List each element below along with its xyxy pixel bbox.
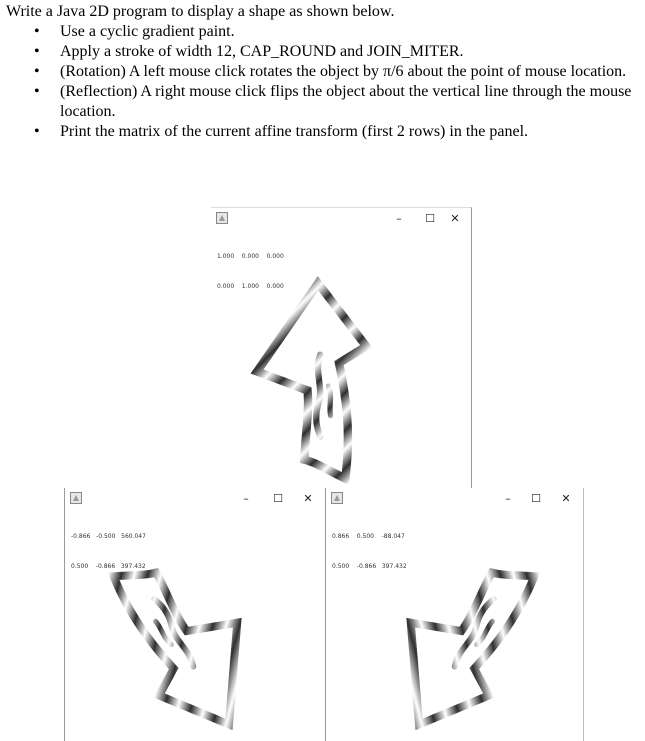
matrix-row: 0.000 1.000 0.000 bbox=[217, 283, 284, 290]
window-identity bbox=[211, 207, 472, 491]
requirement-item: • Print the matrix of the current affine transform (first 2 rows) in the panel. bbox=[34, 122, 642, 142]
matrix-row: -0.866 -0.500 560.047 bbox=[71, 533, 146, 540]
requirement-item: • (Rotation) A left mouse click rotates the object by π/6 about the point of mouse location. bbox=[34, 62, 642, 82]
matrix-row: 0.500 -0.866 397.432 bbox=[332, 563, 407, 570]
close-button[interactable]: ✕ bbox=[561, 492, 571, 505]
requirement-item: • (Reflection) A right mouse click flips the object about the vertical line through the mouse location. bbox=[34, 82, 642, 122]
requirements-list bbox=[34, 22, 642, 142]
minimize-button[interactable]: – bbox=[396, 212, 402, 225]
requirement-item: • Apply a stroke of width 12, CAP_ROUND and JOIN_MITER. bbox=[34, 42, 642, 62]
minimize-button[interactable]: – bbox=[505, 492, 511, 505]
window-reflected bbox=[325, 488, 584, 741]
matrix-row: 1.000 0.000 0.000 bbox=[217, 253, 284, 260]
arrow-shape-rotated bbox=[65, 488, 326, 741]
close-button[interactable]: ✕ bbox=[450, 212, 460, 225]
matrix-row: 0.866 0.500 -88.047 bbox=[332, 533, 405, 540]
arrow-shape-up bbox=[211, 208, 471, 491]
matrix-row: 0.500 -0.866 397.432 bbox=[71, 563, 146, 570]
requirement-item: • Use a cyclic gradient paint. bbox=[34, 22, 642, 42]
maximize-button[interactable]: ☐ bbox=[273, 492, 283, 505]
arrow-shape-reflected bbox=[326, 488, 583, 741]
window-rotated bbox=[64, 488, 326, 741]
maximize-button[interactable]: ☐ bbox=[531, 492, 541, 505]
maximize-button[interactable]: ☐ bbox=[425, 212, 435, 225]
minimize-button[interactable]: – bbox=[243, 492, 249, 505]
assignment-title: Write a Java 2D program to display a shape as shown below. bbox=[6, 3, 395, 20]
close-button[interactable]: ✕ bbox=[303, 492, 313, 505]
